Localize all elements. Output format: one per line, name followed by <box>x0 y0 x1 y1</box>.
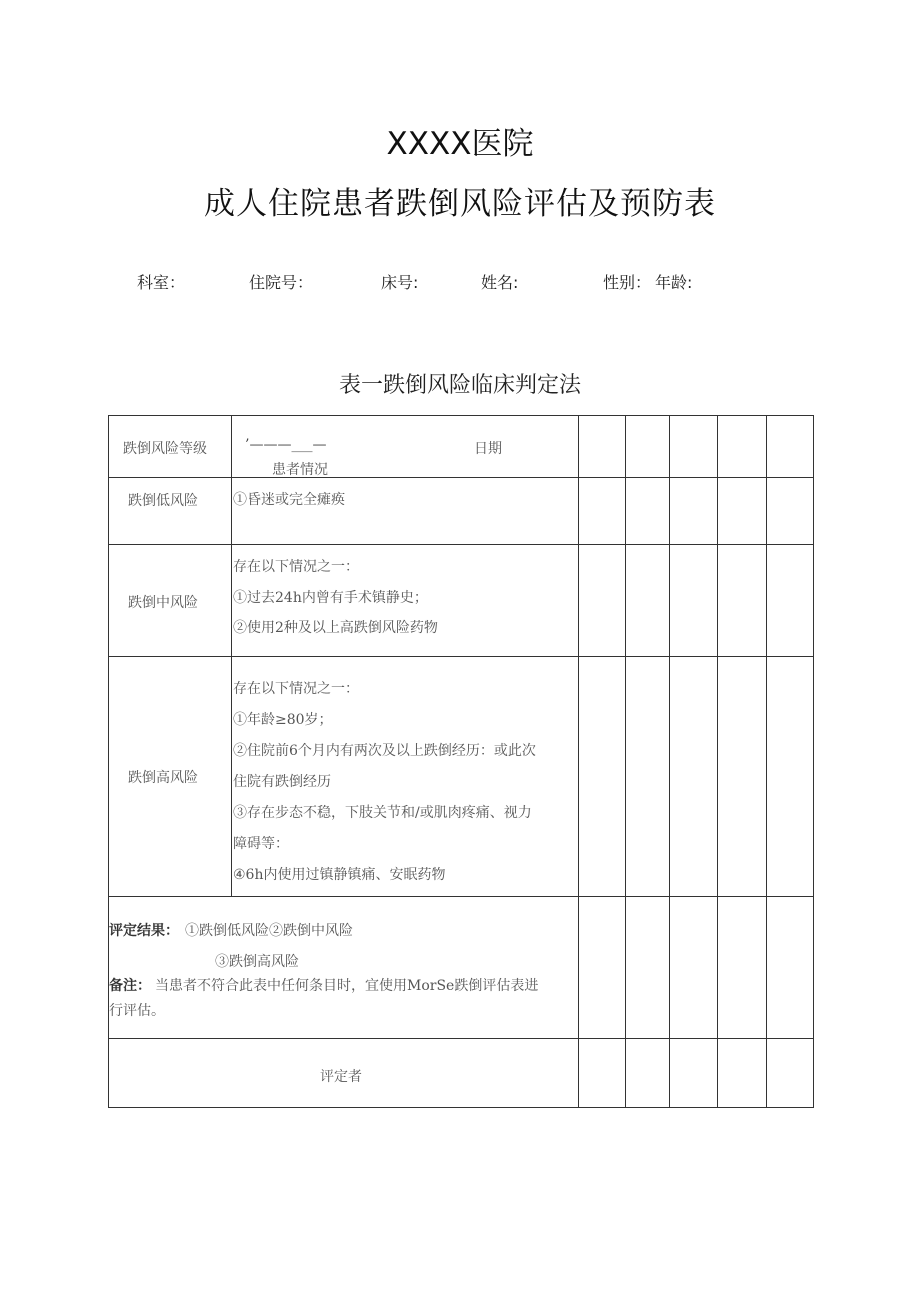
result-label: 评定结果： <box>109 923 179 939</box>
high-risk-line: 障碍等： <box>233 836 289 852</box>
diagonal-mark: ’———___— <box>245 437 327 453</box>
result-options: ③跌倒高风险 <box>215 954 299 970</box>
assessor-label: 评定者 <box>320 1069 362 1085</box>
mid-risk-line: ②使用2种及以上高跌倒风险药物 <box>233 620 438 636</box>
gender-label: 性别： <box>603 273 652 292</box>
result-options: ①跌倒低风险②跌倒中风险 <box>185 923 353 939</box>
high-risk-line: ④6h内使用过镇静镇痛、安眠药物 <box>233 867 446 883</box>
high-risk-line: 存在以下情况之一： <box>233 681 359 697</box>
high-risk-label: 跌倒高风险 <box>128 770 198 786</box>
low-risk-label: 跌倒低风险 <box>128 493 198 509</box>
mid-risk-line: ①过去24h内曾有手术镇静史； <box>233 590 428 606</box>
high-risk-line: ②住院前6个月内有两次及以上跌倒经历：或此次 <box>233 743 536 759</box>
hospital-name: XXXX医院 <box>386 126 534 162</box>
mid-risk-line: 存在以下情况之一： <box>233 559 359 575</box>
risk-level-header: 跌倒风险等级 <box>123 441 207 457</box>
note-text: 行评估。 <box>109 1003 165 1019</box>
table-title: 表一跌倒风险临床判定法 <box>338 373 581 398</box>
note-label: 备注： <box>109 978 151 994</box>
form-title: 成人住院患者跌倒风险评估及预防表 <box>204 186 716 222</box>
table-border <box>109 416 814 1108</box>
admission-no-label: 住院号： <box>249 273 314 292</box>
date-header: 日期 <box>474 441 502 457</box>
high-risk-line: 住院有跌倒经历 <box>233 774 331 790</box>
high-risk-line: ①年龄≥80岁； <box>233 712 333 728</box>
low-risk-line: ①昏迷或完全瘫痪 <box>233 492 345 508</box>
name-label: 姓名: <box>481 273 519 292</box>
note-text: 当患者不符合此表中任何条目时，宜使用MorSe跌倒评估表进 <box>155 978 539 994</box>
age-label: 年龄: <box>655 273 693 292</box>
high-risk-line: ③存在步态不稳，下肢关节和/或肌肉疼痛、视力 <box>233 805 532 821</box>
mid-risk-label: 跌倒中风险 <box>128 595 198 611</box>
bed-no-label: 床号: <box>381 273 419 292</box>
patient-status-header: 患者情况 <box>272 462 328 478</box>
department-label: 科室： <box>137 273 186 292</box>
